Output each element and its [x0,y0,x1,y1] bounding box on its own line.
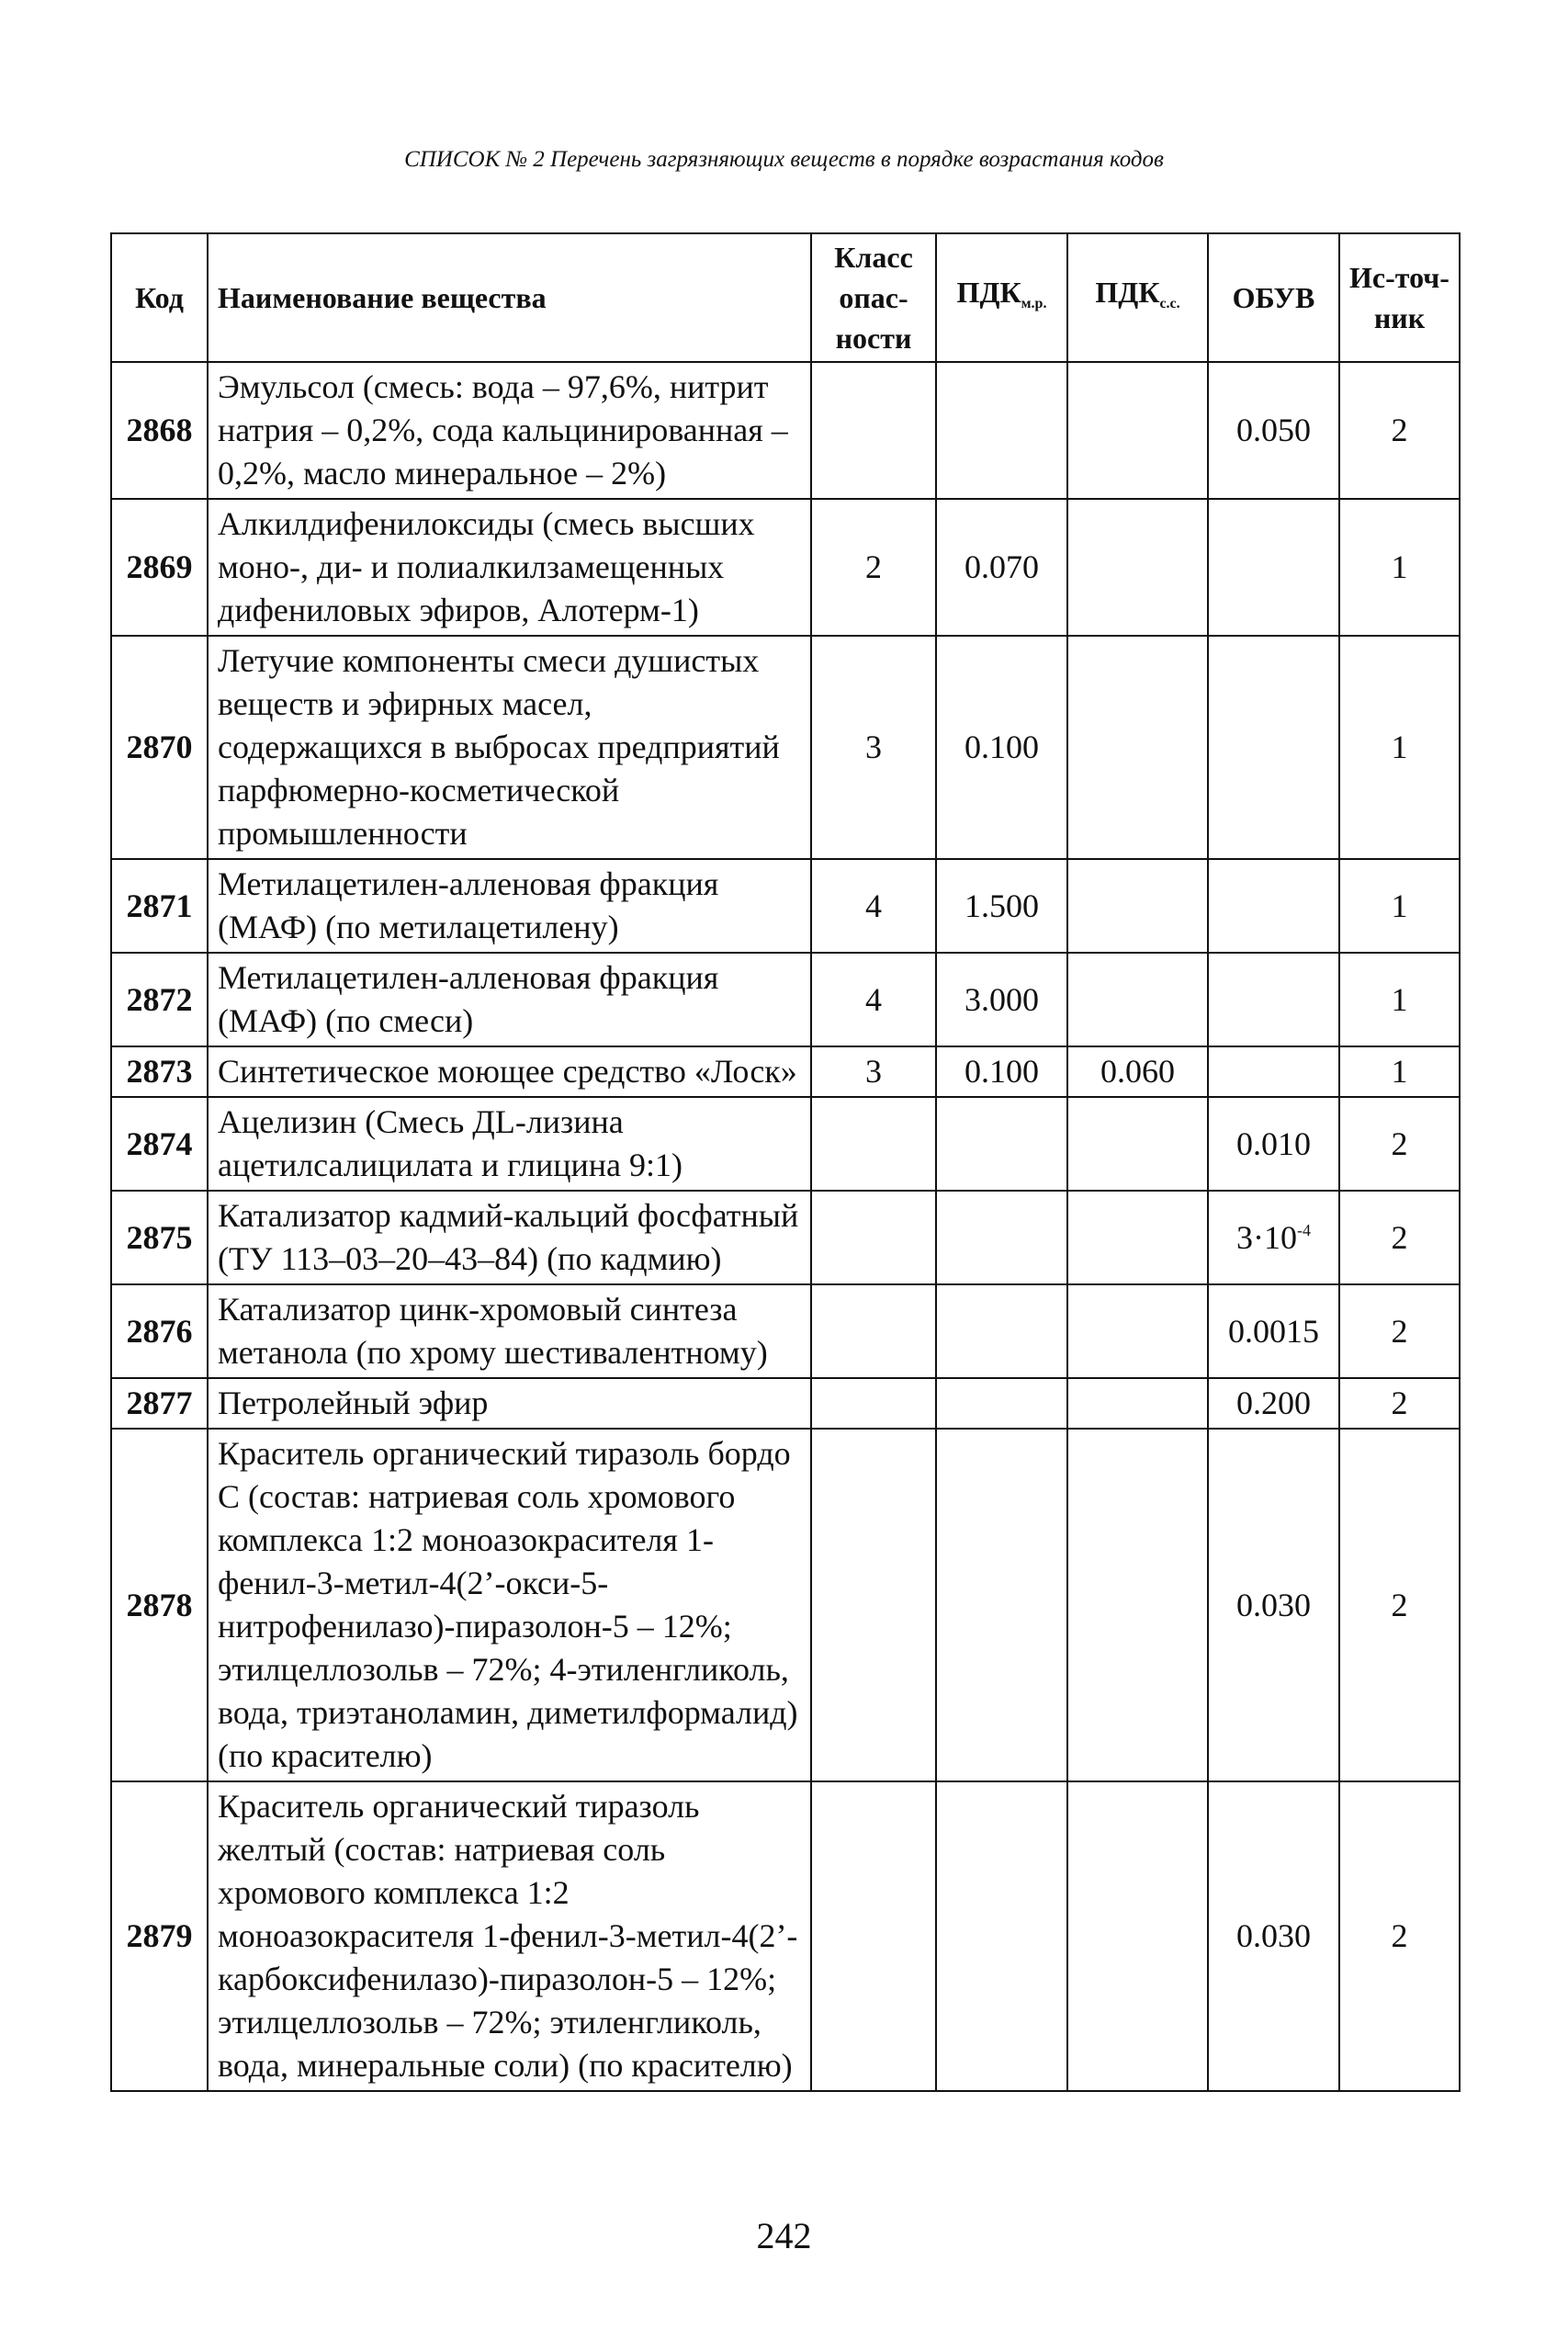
cell-code: 2870 [111,636,208,859]
cell-pdk-ss [1067,499,1208,636]
cell-name: Ацелизин (Смесь ДL-лизина ацетилсалицилата и глицина 9:1) [208,1097,811,1191]
obuv-mantissa: 3·10 [1236,1218,1297,1256]
cell-name: Летучие компоненты смеси душистых веществ и эфирных масел, содержащихся в выбросах предприятий парфюмерно-косметической промышленности [208,636,811,859]
cell-code: 2872 [111,953,208,1046]
cell-obuv [1208,859,1339,953]
cell-hazard-class [811,1284,936,1378]
cell-obuv: 0.200 [1208,1378,1339,1429]
cell-hazard-class [811,362,936,499]
cell-code: 2871 [111,859,208,953]
cell-pdk-ss [1067,636,1208,859]
cell-source: 1 [1339,1046,1460,1097]
cell-pdk-ss [1067,1781,1208,2091]
cell-source: 1 [1339,953,1460,1046]
header-code: Код [111,233,208,362]
table-header-row [111,233,1460,362]
cell-code: 2878 [111,1429,208,1781]
cell-hazard-class: 3 [811,1046,936,1097]
cell-source: 2 [1339,1781,1460,2091]
cell-name: Краситель органический тиразоль бордо С (состав: натриевая соль хромового комплекса 1:2 моноазокрасителя 1-фенил-3-метил-4(2’-окси-5-нитрофенилазо)-пиразолон-5 – 12%; этилцеллозольв – 72%; 4-этиленгликоль, вода, триэтаноламин, диметилформалид) (по красителю) [208,1429,811,1781]
cell-source: 1 [1339,636,1460,859]
header-pdk-mr-sub: м.р. [1021,295,1047,311]
header-obuv: ОБУВ [1208,233,1339,362]
cell-hazard-class: 3 [811,636,936,859]
cell-code: 2874 [111,1097,208,1191]
cell-pdk-ss [1067,362,1208,499]
cell-source: 2 [1339,1284,1460,1378]
cell-pdk-mr [936,1378,1067,1429]
cell-pdk-mr [936,1781,1067,2091]
cell-code: 2868 [111,362,208,499]
cell-name: Синтетическое моющее средство «Лоск» [208,1046,811,1097]
cell-code: 2869 [111,499,208,636]
cell-hazard-class: 2 [811,499,936,636]
cell-pdk-ss [1067,1097,1208,1191]
table-row [111,1284,1460,1378]
table-row [111,859,1460,953]
table-row [111,636,1460,859]
cell-name: Катализатор кадмий-кальций фосфатный (ТУ 113–03–20–43–84) (по кадмию) [208,1191,811,1284]
cell-source: 2 [1339,1378,1460,1429]
cell-hazard-class [811,1378,936,1429]
cell-name: Алкилдифенилоксиды (смесь высших моно-, ди- и полиалкилзамещенных дифениловых эфиров, Алотерм-1) [208,499,811,636]
cell-obuv: 0.030 [1208,1429,1339,1781]
cell-pdk-mr [936,1191,1067,1284]
table-row [111,1781,1460,2091]
cell-hazard-class [811,1781,936,2091]
cell-source: 2 [1339,1097,1460,1191]
cell-name: Петролейный эфир [208,1378,811,1429]
cell-pdk-ss [1067,1378,1208,1429]
cell-name: Краситель органический тиразоль желтый (состав: натриевая соль хромового комплекса 1:2 моноазокрасителя 1-фенил-3-метил-4(2’-карбоксифенилазо)-пиразолон-5 – 12%; этилцеллозольв – 72%; этиленгликоль, вода, минеральные соли) (по красителю) [208,1781,811,2091]
header-pdk-ss-label: ПДК [1095,275,1160,309]
cell-source: 2 [1339,362,1460,499]
cell-pdk-mr: 1.500 [936,859,1067,953]
table-row [111,499,1460,636]
cell-source: 1 [1339,859,1460,953]
table-row [111,1429,1460,1781]
cell-source: 2 [1339,1429,1460,1781]
cell-pdk-ss [1067,953,1208,1046]
table-row [111,1097,1460,1191]
cell-name: Катализатор цинк-хромовый синтеза метанола (по хрому шестивалентному) [208,1284,811,1378]
cell-pdk-ss [1067,1191,1208,1284]
cell-pdk-mr: 0.070 [936,499,1067,636]
cell-code: 2879 [111,1781,208,2091]
table-row [111,1378,1460,1429]
cell-name: Эмульсол (смесь: вода – 97,6%, нитрит натрия – 0,2%, сода кальцинированная – 0,2%, масло минеральное – 2%) [208,362,811,499]
cell-pdk-mr: 0.100 [936,636,1067,859]
cell-pdk-ss [1067,1284,1208,1378]
cell-obuv [1208,953,1339,1046]
cell-hazard-class [811,1429,936,1781]
header-pdk-ss-sub: с.с. [1159,295,1180,311]
cell-obuv: 0.030 [1208,1781,1339,2091]
table-row [111,362,1460,499]
cell-hazard-class: 4 [811,859,936,953]
cell-pdk-mr: 3.000 [936,953,1067,1046]
table-row [111,1191,1460,1284]
cell-source: 1 [1339,499,1460,636]
header-pdk-mr [936,233,1067,362]
table-row [111,953,1460,1046]
cell-obuv [1208,1191,1339,1284]
cell-name: Метилацетилен-алленовая фракция (МАФ) (по смеси) [208,953,811,1046]
cell-pdk-ss [1067,859,1208,953]
cell-code: 2875 [111,1191,208,1284]
cell-hazard-class [811,1191,936,1284]
cell-hazard-class [811,1097,936,1191]
cell-hazard-class: 4 [811,953,936,1046]
header-name: Наименование вещества [208,233,811,362]
page-number: 242 [756,2215,812,2256]
cell-obuv [1208,499,1339,636]
cell-obuv [1208,636,1339,859]
cell-pdk-mr [936,362,1067,499]
cell-code: 2876 [111,1284,208,1378]
cell-pdk-ss: 0.060 [1067,1046,1208,1097]
obuv-exponent: -4 [1297,1220,1311,1239]
cell-source: 2 [1339,1191,1460,1284]
cell-code: 2873 [111,1046,208,1097]
header-source: Ис-точ-ник [1339,233,1460,362]
cell-pdk-mr [936,1097,1067,1191]
table-row [111,1046,1460,1097]
cell-obuv: 0.0015 [1208,1284,1339,1378]
cell-pdk-mr: 0.100 [936,1046,1067,1097]
cell-code: 2877 [111,1378,208,1429]
cell-pdk-ss [1067,1429,1208,1781]
header-pdk-mr-label: ПДК [956,275,1021,309]
header-pdk-ss [1067,233,1208,362]
cell-obuv: 0.010 [1208,1097,1339,1191]
cell-obuv [1208,1046,1339,1097]
cell-pdk-mr [936,1429,1067,1781]
substances-table [110,232,1461,2092]
cell-pdk-mr [936,1284,1067,1378]
cell-obuv: 0.050 [1208,362,1339,499]
page-header: СПИСОК № 2 Перечень загрязняющих веществ в порядке возрастания кодов [404,147,1164,172]
header-hazard-class: Класс опас-ности [811,233,936,362]
cell-name: Метилацетилен-алленовая фракция (МАФ) (по метилацетилену) [208,859,811,953]
